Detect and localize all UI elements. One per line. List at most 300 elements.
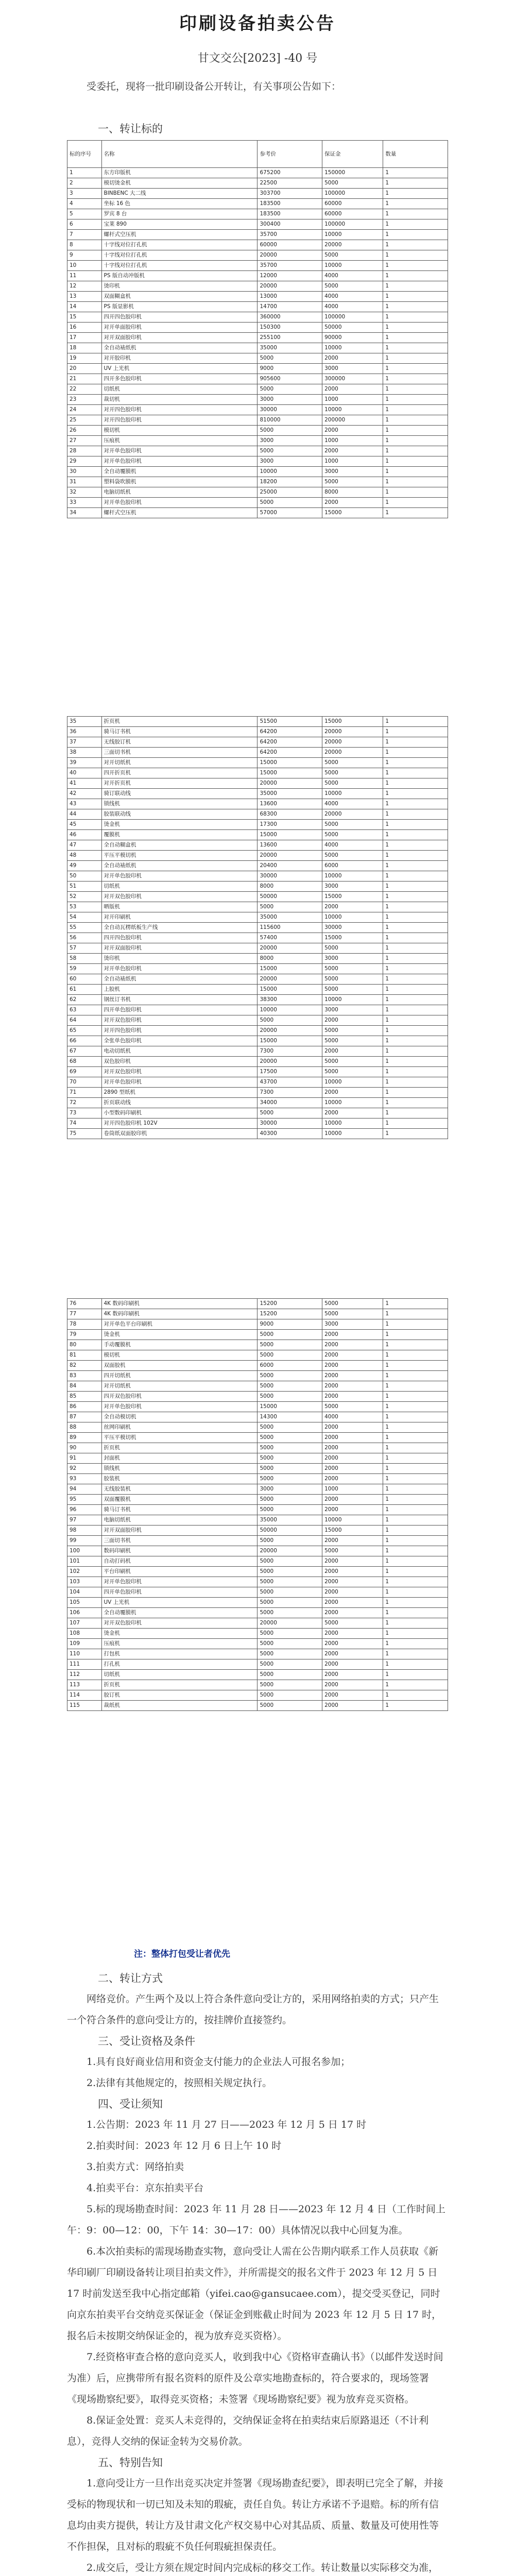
table-cell: 60000 xyxy=(322,199,383,209)
table-row xyxy=(67,1453,448,1464)
table-cell: 5000 xyxy=(322,250,383,261)
table-cell: 东方印版机 xyxy=(101,168,258,178)
table-row xyxy=(67,508,448,518)
table-cell: 5000 xyxy=(258,1464,322,1474)
eligibility-item: 2.法律有其他规定的，按照相关规定执行。 xyxy=(87,2077,272,2089)
table-cell: 2000 xyxy=(322,1392,383,1402)
table-cell: 38300 xyxy=(258,995,322,1005)
table-cell: 3000 xyxy=(258,456,322,467)
table-cell: 68 xyxy=(67,1057,102,1067)
table-cell: 1 xyxy=(383,271,448,281)
table-cell: 5000 xyxy=(258,353,322,364)
special-item: 1.意向受让方一旦作出竞买决定并签署《现场勘查纪要》，即表明已完全了解，并接受标的物现状和一切已知及未知的瑕疵，责任自负。转让方承诺不予退赔。标的所有信息均由卖方提供，转让方及甘肃文化产权交易中心对其品质、质量、数量及可使用性等不作担保，且对标的瑕疵不负任何瑕疵担保责任。 xyxy=(67,2478,443,2552)
table-cell: 40300 xyxy=(258,1129,322,1139)
table-cell: 5000 xyxy=(322,477,383,487)
table-cell: 82 xyxy=(67,1361,102,1371)
table-cell: 4K 数码印刷机 xyxy=(101,1299,258,1309)
table-cell: 双面胶机 xyxy=(101,1361,258,1371)
table-cell: 1 xyxy=(383,209,448,219)
table-row xyxy=(67,1340,448,1350)
table-cell: 1000 xyxy=(322,395,383,405)
table-row xyxy=(67,882,448,892)
table-row xyxy=(67,1422,448,1433)
table-row xyxy=(67,1649,448,1659)
table-cell: 1 xyxy=(383,727,448,737)
table-row xyxy=(67,1299,448,1309)
table-cell: 折页机 xyxy=(101,1680,258,1690)
table-cell: 1 xyxy=(383,1026,448,1036)
table-cell: 5000 xyxy=(258,1659,322,1670)
table-cell: 38 xyxy=(67,748,102,758)
table-cell: 1 xyxy=(383,240,448,250)
table-cell: 对开双色胶印机 xyxy=(101,1015,258,1026)
table-cell: 1 xyxy=(383,219,448,230)
table-cell: 全自动糊盒机 xyxy=(101,840,258,851)
column-header: 标的序号 xyxy=(67,141,102,168)
table-cell: 15000 xyxy=(322,933,383,943)
table-cell: 四开四色胶印机 xyxy=(101,312,258,323)
table-cell: 全自动模切机 xyxy=(101,1412,258,1422)
table-cell: 62 xyxy=(67,995,102,1005)
table-row xyxy=(67,1098,448,1108)
table-row xyxy=(67,717,448,727)
table-cell: 1 xyxy=(383,1340,448,1350)
table-cell: 1 xyxy=(383,851,448,861)
table-cell: 80 xyxy=(67,1340,102,1350)
table-cell: 1 xyxy=(383,1495,448,1505)
table-row xyxy=(67,456,448,467)
table-cell: 小型数码印刷机 xyxy=(101,1108,258,1118)
table-cell: 21 xyxy=(67,374,102,384)
table-row xyxy=(67,1067,448,1077)
table-cell: 十字线对位打孔机 xyxy=(101,261,258,271)
table-cell: 5000 xyxy=(258,1577,322,1587)
table-cell: 手动覆膜机 xyxy=(101,1340,258,1350)
table-cell: 1 xyxy=(383,487,448,498)
table-row xyxy=(67,1701,448,1711)
table-cell: 51500 xyxy=(258,717,322,727)
table-cell: 30000 xyxy=(258,405,322,415)
table-cell: 109 xyxy=(67,1639,102,1649)
table-row xyxy=(67,1495,448,1505)
table-cell: 20000 xyxy=(258,943,322,954)
table-cell: 8000 xyxy=(258,954,322,964)
table-cell: 15000 xyxy=(322,717,383,727)
notice-item: 8.保证金处置：竞买人未竞得的，交纳保证金将在拍卖结束后原路退还（不计利息），竞得人交纳的保证金转为交易价款。 xyxy=(67,2415,429,2447)
table-cell: 22 xyxy=(67,384,102,395)
table-cell: 81 xyxy=(67,1350,102,1361)
table-cell: 35000 xyxy=(258,912,322,923)
table-cell: 1 xyxy=(383,1484,448,1495)
table-cell: 1 xyxy=(383,737,448,748)
table-cell: 5000 xyxy=(258,498,322,508)
table-row xyxy=(67,426,448,436)
table-cell: 1 xyxy=(383,1505,448,1515)
table-cell: 四开单色胶印机 xyxy=(101,1587,258,1598)
table-cell: 58 xyxy=(67,954,102,964)
table-cell: 电脑切纸机 xyxy=(101,1515,258,1526)
table-cell: 10000 xyxy=(322,230,383,240)
table-row xyxy=(67,1319,448,1330)
table-cell: 17 xyxy=(67,333,102,343)
table-cell: 2000 xyxy=(322,426,383,436)
table-cell: 5000 xyxy=(258,1598,322,1608)
table-cell: 1 xyxy=(383,1005,448,1015)
table-cell: 105 xyxy=(67,1598,102,1608)
table-cell: 37 xyxy=(67,737,102,748)
table-cell: 1 xyxy=(383,995,448,1005)
table-cell: 53 xyxy=(67,902,102,912)
table-cell: 2000 xyxy=(322,1629,383,1639)
table-cell: 1 xyxy=(383,1587,448,1598)
table-cell: 1 xyxy=(383,1067,448,1077)
table-row xyxy=(67,1587,448,1598)
table-cell: 29 xyxy=(67,456,102,467)
table-cell: 89 xyxy=(67,1433,102,1443)
table-cell: 1 xyxy=(67,168,102,178)
table-cell: 对开双面胶印机 xyxy=(101,333,258,343)
table-row xyxy=(67,467,448,477)
table-cell: 14300 xyxy=(258,1412,322,1422)
table-cell: 60 xyxy=(67,974,102,985)
table-cell: 5000 xyxy=(322,1618,383,1629)
table-cell: 20000 xyxy=(322,748,383,758)
table-cell: 6 xyxy=(67,219,102,230)
table-cell: 10000 xyxy=(322,1515,383,1526)
table-cell: 1 xyxy=(383,189,448,199)
table-row xyxy=(67,219,448,230)
table-cell: 2000 xyxy=(322,1556,383,1567)
table-cell: 1 xyxy=(383,1402,448,1412)
table-cell: 5000 xyxy=(258,1567,322,1577)
table-cell: 烫金机 xyxy=(101,1330,258,1340)
table-cell: 3000 xyxy=(322,364,383,374)
table-cell: 69 xyxy=(67,1067,102,1077)
table-cell: 85 xyxy=(67,1392,102,1402)
table-row xyxy=(67,395,448,405)
table-cell: 5000 xyxy=(258,1443,322,1453)
table-cell: 150000 xyxy=(322,168,383,178)
table-cell: 三面切书机 xyxy=(101,1536,258,1546)
table-cell: 双面糊盒机 xyxy=(101,292,258,302)
table-cell: 坐标 16 色 xyxy=(101,199,258,209)
table-cell: 2000 xyxy=(322,1453,383,1464)
table-cell: 10000 xyxy=(322,405,383,415)
column-header: 数量 xyxy=(383,141,448,168)
table-cell: 39 xyxy=(67,758,102,768)
table-cell: 110 xyxy=(67,1649,102,1659)
table-row xyxy=(67,964,448,974)
table-cell: 2000 xyxy=(322,1443,383,1453)
table-cell: 5000 xyxy=(258,1381,322,1392)
column-header: 名称 xyxy=(101,141,258,168)
table-cell: 打孔机 xyxy=(101,1659,258,1670)
table-cell: 20000 xyxy=(258,1618,322,1629)
table-cell: 2000 xyxy=(322,1690,383,1701)
table-cell: 5000 xyxy=(258,1422,322,1433)
table-cell: 折页机 xyxy=(101,1443,258,1453)
table-cell: 罗宾 8 台 xyxy=(101,209,258,219)
table-cell: 1 xyxy=(383,943,448,954)
table-cell: 1000 xyxy=(322,436,383,446)
table-cell: 双面覆膜机 xyxy=(101,1495,258,1505)
table-cell: 2000 xyxy=(322,1567,383,1577)
table-cell: 10000 xyxy=(322,871,383,882)
table-cell: 1 xyxy=(383,1546,448,1556)
table-cell: 1 xyxy=(383,789,448,799)
table-row xyxy=(67,1371,448,1381)
table-cell: 64200 xyxy=(258,748,322,758)
table-cell: 自动打码机 xyxy=(101,1556,258,1567)
table-cell: 2000 xyxy=(322,1330,383,1340)
table-row xyxy=(67,189,448,199)
table-row xyxy=(67,1036,448,1046)
table-cell: 2890 型纸机 xyxy=(101,1088,258,1098)
table-cell: 255100 xyxy=(258,333,322,343)
table-cell: 18 xyxy=(67,343,102,353)
table-cell: 13000 xyxy=(258,292,322,302)
table-note: 注：整体打包受让者优先 xyxy=(134,1949,230,1959)
table-row xyxy=(67,1381,448,1392)
table-cell: 封面机 xyxy=(101,1453,258,1464)
table-cell: 5000 xyxy=(258,1350,322,1361)
table-row xyxy=(67,1598,448,1608)
table-cell: 66 xyxy=(67,1036,102,1046)
table-cell: 对开切纸机 xyxy=(101,1381,258,1392)
table-row xyxy=(67,820,448,830)
table-cell: 5000 xyxy=(322,281,383,292)
table-cell: 15000 xyxy=(322,508,383,518)
section-heading-method: 二、转让方式 xyxy=(98,1972,163,1985)
table-cell: 17300 xyxy=(258,820,322,830)
table-cell: 5000 xyxy=(258,1392,322,1402)
table-cell: 1 xyxy=(383,1088,448,1098)
table-cell: 20000 xyxy=(258,281,322,292)
table-cell: 1 xyxy=(383,1670,448,1680)
table-cell: 63 xyxy=(67,1005,102,1015)
table-row xyxy=(67,1088,448,1098)
table-row xyxy=(67,487,448,498)
table-row xyxy=(67,1118,448,1129)
table-row xyxy=(67,1618,448,1629)
table-row xyxy=(67,343,448,353)
table-cell: 2000 xyxy=(322,1474,383,1484)
table-cell: 35000 xyxy=(258,343,322,353)
table-cell: 四开双色胶印机 xyxy=(101,1392,258,1402)
table-row xyxy=(67,436,448,446)
table-cell: 对开四色胶印机 xyxy=(101,405,258,415)
table-row xyxy=(67,1309,448,1319)
table-row xyxy=(67,778,448,789)
table-cell: 86 xyxy=(67,1402,102,1412)
table-cell: 5000 xyxy=(258,426,322,436)
table-cell: 1 xyxy=(383,436,448,446)
table-cell: 塑料袋吹膜机 xyxy=(101,477,258,487)
table-cell: 83 xyxy=(67,1371,102,1381)
table-cell: 胶订机 xyxy=(101,1690,258,1701)
table-cell: 26 xyxy=(67,426,102,436)
table-cell: 17500 xyxy=(258,1067,322,1077)
table-cell: 5000 xyxy=(258,1587,322,1598)
notice-item: 7.经资格审查合格的意向竞买人，收到我中心《资格审查确认书》（以邮件发送时间为准）后，应携带所有报名资料的原件及公章实地勘查标的，符合要求的，现场签署《现场勘察纪要》，取得竞买资格；未签署《现场勘察纪要》视为放弃竞买资格。 xyxy=(67,2351,443,2405)
table-cell: 2 xyxy=(67,178,102,189)
table-cell: 112 xyxy=(67,1670,102,1680)
table-cell: 1 xyxy=(383,1098,448,1108)
table-row xyxy=(67,199,448,209)
table-cell: 73 xyxy=(67,1108,102,1118)
table-cell: 68300 xyxy=(258,809,322,820)
table-cell: 1 xyxy=(383,1515,448,1526)
announcement-body xyxy=(67,1968,448,2576)
table-row xyxy=(67,840,448,851)
table-row xyxy=(67,1690,448,1701)
table-cell: 5000 xyxy=(322,1026,383,1036)
table-cell: 烫印机 xyxy=(101,954,258,964)
table-cell: 对开四色胶印机 xyxy=(101,1026,258,1036)
table-cell: 810000 xyxy=(258,415,322,426)
table-cell: 四开多色胶印机 xyxy=(101,374,258,384)
table-row xyxy=(67,1392,448,1402)
table-cell: 99 xyxy=(67,1536,102,1546)
table-cell: 54 xyxy=(67,912,102,923)
table-cell: 75 xyxy=(67,1129,102,1139)
table-cell: 5000 xyxy=(322,943,383,954)
table-cell: 无线胶装机 xyxy=(101,1484,258,1495)
table-cell: 115 xyxy=(67,1701,102,1711)
table-cell: 2000 xyxy=(322,1505,383,1515)
table-row xyxy=(67,748,448,758)
table-row xyxy=(67,1536,448,1546)
table-row xyxy=(67,353,448,364)
table-cell: 13 xyxy=(67,292,102,302)
table-cell: 57 xyxy=(67,943,102,954)
table-row xyxy=(67,209,448,219)
table-row xyxy=(67,943,448,954)
table-cell: 1 xyxy=(383,1608,448,1618)
table-cell: 5000 xyxy=(322,964,383,974)
table-cell: 5000 xyxy=(258,384,322,395)
table-cell: 1 xyxy=(383,778,448,789)
table-cell: 1 xyxy=(383,1443,448,1453)
table-cell: 5000 xyxy=(322,1299,383,1309)
table-cell: 94 xyxy=(67,1484,102,1495)
table-cell: 8000 xyxy=(322,487,383,498)
table-row xyxy=(67,1670,448,1680)
table-cell: 15000 xyxy=(322,1526,383,1536)
table-cell: 5000 xyxy=(258,1371,322,1381)
table-cell: 67 xyxy=(67,1046,102,1057)
table-cell: 20000 xyxy=(322,240,383,250)
table-cell: 905600 xyxy=(258,374,322,384)
table-cell: 2000 xyxy=(322,1701,383,1711)
table-row xyxy=(67,415,448,426)
table-row xyxy=(67,1433,448,1443)
table-cell: 1 xyxy=(383,985,448,995)
table-cell: 烫印机 xyxy=(101,281,258,292)
table-cell: 1 xyxy=(383,1598,448,1608)
table-cell: 2000 xyxy=(322,1108,383,1118)
table-cell: 1000 xyxy=(322,1484,383,1495)
table-cell: 1 xyxy=(383,1474,448,1484)
table-cell: 对开单色平台印刷机 xyxy=(101,1319,258,1330)
table-cell: 4000 xyxy=(322,840,383,851)
table-cell: 骑马订书机 xyxy=(101,727,258,737)
table-cell: UV 上光机 xyxy=(101,1598,258,1608)
table-cell: 四开单色胶印机 xyxy=(101,1005,258,1015)
notice-item: 5.标的现场勘查时间：2023 年 11 月 28 日——2023 年 12 月 4 日（工作时间上午：9：00—12：00，下午 14：30—17：00）具体情况以我中心回复为准。 xyxy=(67,2204,445,2236)
table-cell: 5000 xyxy=(258,1536,322,1546)
table-cell: 10000 xyxy=(258,1005,322,1015)
table-cell: 对开双色胶印机 xyxy=(101,892,258,902)
table-row xyxy=(67,1629,448,1639)
table-cell: 1 xyxy=(383,1371,448,1381)
table-cell: 1 xyxy=(383,168,448,178)
table-cell: 骑订联动线 xyxy=(101,789,258,799)
table-cell: 1 xyxy=(383,250,448,261)
table-header-row xyxy=(67,141,448,168)
table-row xyxy=(67,789,448,799)
table-cell: 1 xyxy=(383,508,448,518)
table-cell: 切纸机 xyxy=(101,1670,258,1680)
table-cell: 1 xyxy=(383,323,448,333)
table-cell: 20000 xyxy=(258,1026,322,1036)
table-cell: 150300 xyxy=(258,323,322,333)
table-cell: 1 xyxy=(383,1422,448,1433)
table-cell: 1 xyxy=(383,974,448,985)
table-row xyxy=(67,477,448,487)
table-cell: 100000 xyxy=(322,219,383,230)
lots-table-part-3 xyxy=(67,1298,448,1711)
table-cell: 1 xyxy=(383,1680,448,1690)
table-cell: 5000 xyxy=(258,1495,322,1505)
table-row xyxy=(67,1639,448,1649)
table-cell: 1 xyxy=(383,717,448,727)
table-cell: 5000 xyxy=(322,974,383,985)
table-cell: 7300 xyxy=(258,1046,322,1057)
table-cell: 1 xyxy=(383,1690,448,1701)
table-cell: 32 xyxy=(67,487,102,498)
table-cell: 20400 xyxy=(258,861,322,871)
table-cell: 1 xyxy=(383,1319,448,1330)
table-cell: 对开单色胶印机 xyxy=(101,1077,258,1088)
table-cell: 10 xyxy=(67,261,102,271)
table-cell: 95 xyxy=(67,1495,102,1505)
table-cell: 压痕机 xyxy=(101,1639,258,1649)
table-cell: 模切机 xyxy=(101,1350,258,1361)
table-cell: 4 xyxy=(67,199,102,209)
table-cell: 49 xyxy=(67,861,102,871)
table-cell: 97 xyxy=(67,1515,102,1526)
table-cell: 7300 xyxy=(258,1088,322,1098)
table-cell: 1 xyxy=(383,1046,448,1057)
table-cell: 全自动裱纸机 xyxy=(101,343,258,353)
table-cell: 42 xyxy=(67,789,102,799)
table-cell: 30000 xyxy=(258,1118,322,1129)
table-cell: 5000 xyxy=(322,1402,383,1412)
table-cell: 宝莱 890 xyxy=(101,219,258,230)
table-row xyxy=(67,292,448,302)
table-cell: 5000 xyxy=(258,1556,322,1567)
table-cell: 卷筒纸双面胶印机 xyxy=(101,1129,258,1139)
table-cell: 压痕机 xyxy=(101,436,258,446)
table-cell: 60000 xyxy=(258,240,322,250)
table-cell: 90000 xyxy=(322,333,383,343)
table-row xyxy=(67,250,448,261)
table-cell: 5000 xyxy=(258,1340,322,1350)
table-cell: 全自动裱纸机 xyxy=(101,861,258,871)
table-cell: 无线胶订机 xyxy=(101,737,258,748)
table-cell: 对开双色胶印机 xyxy=(101,1618,258,1629)
